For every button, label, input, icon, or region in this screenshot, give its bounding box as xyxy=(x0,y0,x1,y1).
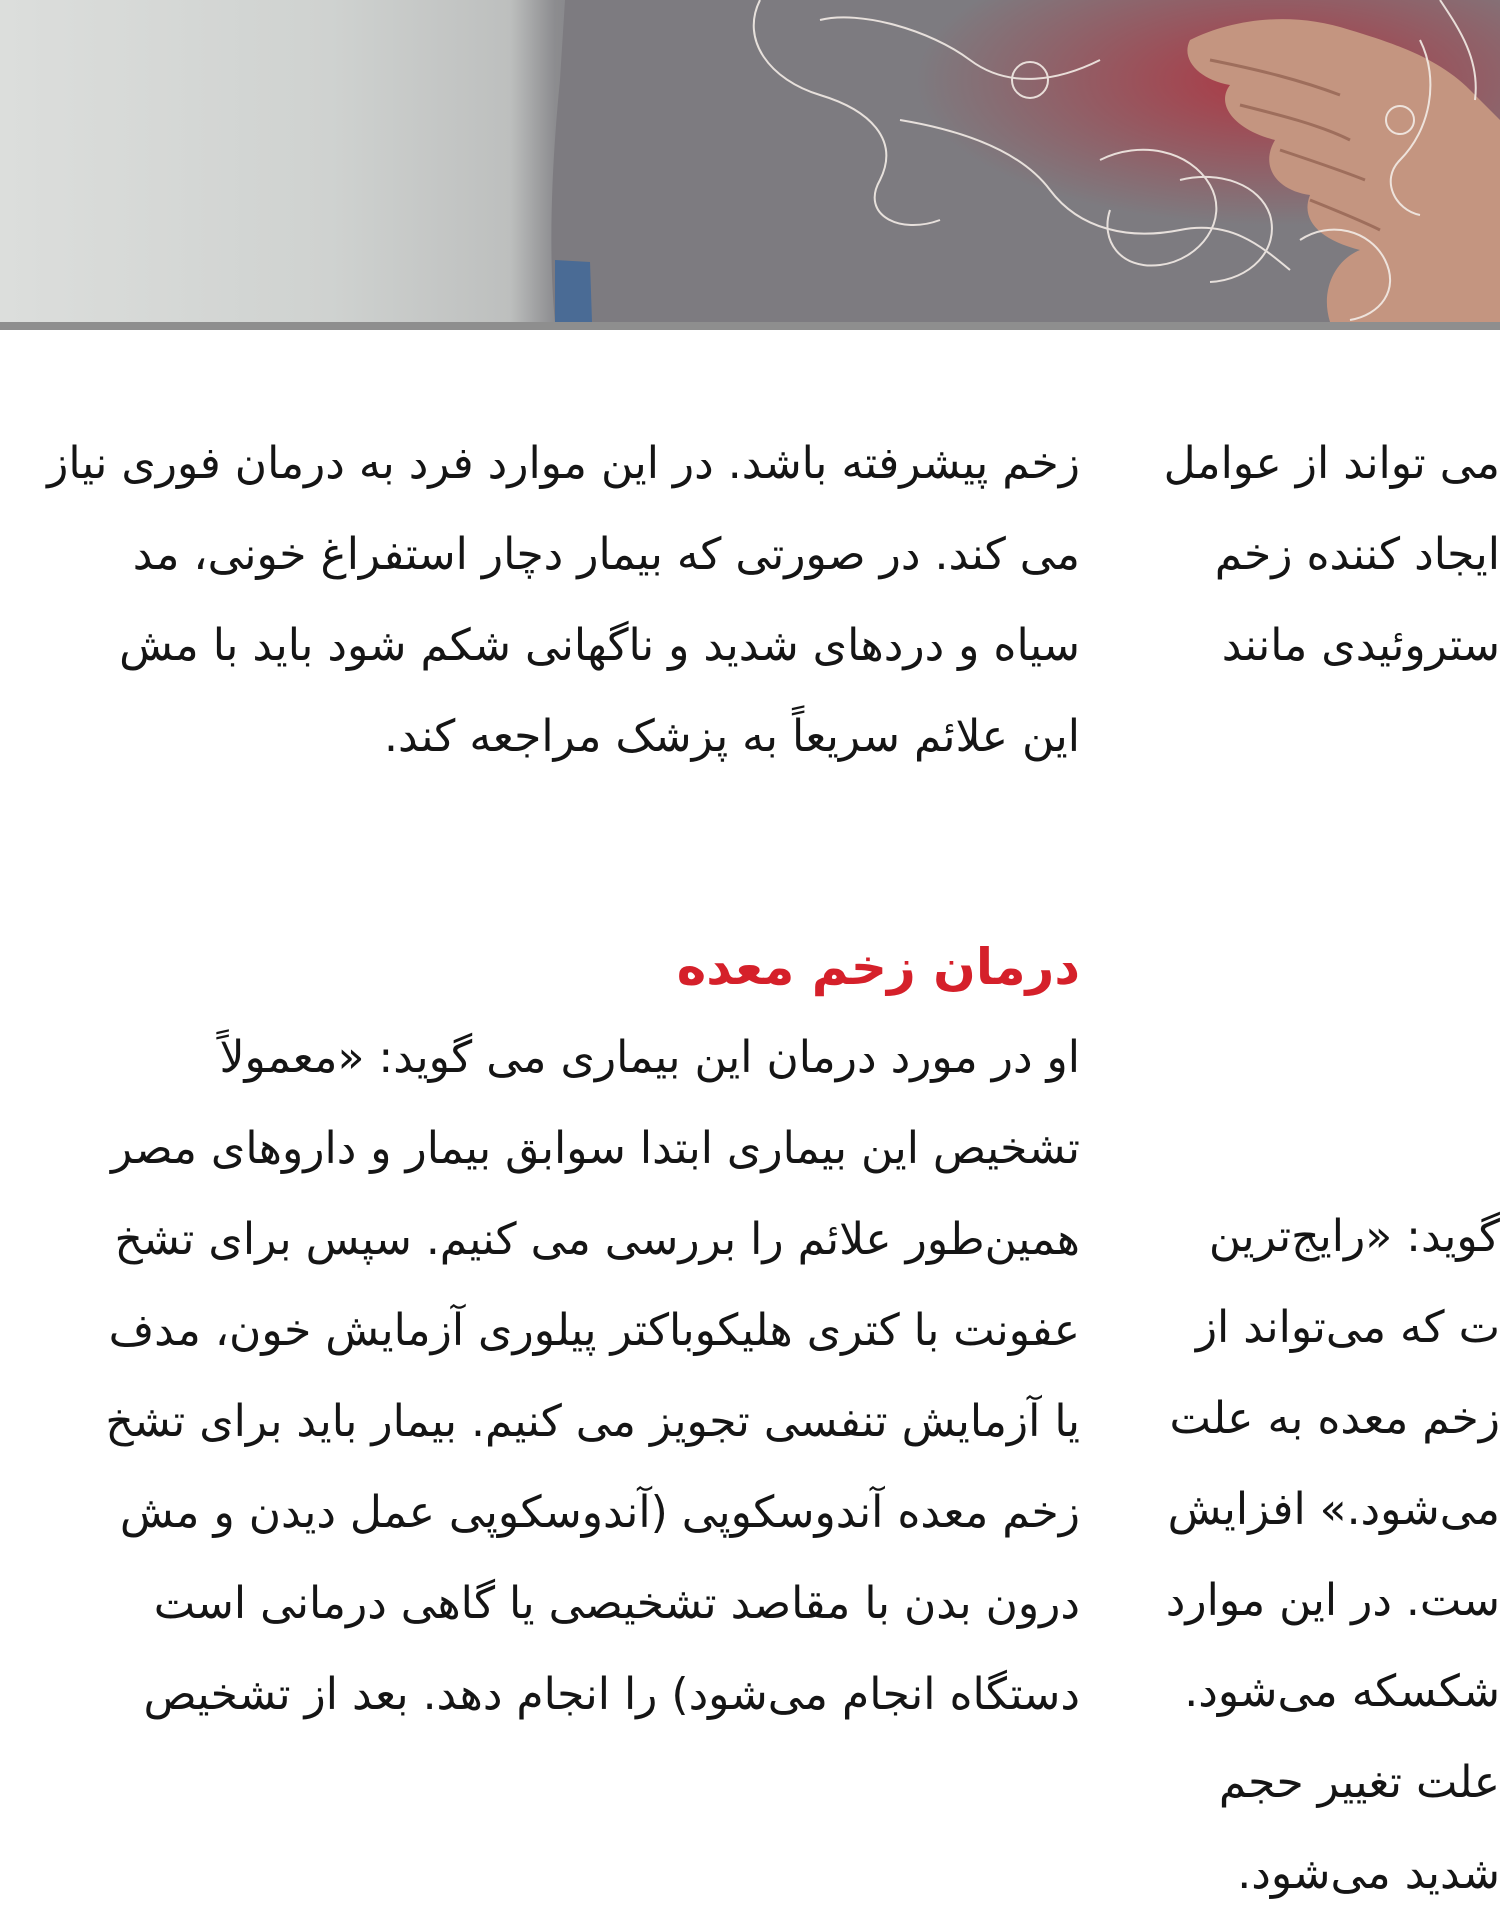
text-line: می‌شود.» افزایش xyxy=(1167,1484,1500,1535)
text-line: عفونت با کتری هلیکوباکتر پیلوری آزمایش خون، مدف xyxy=(108,1305,1080,1356)
right-text-column xyxy=(1163,418,1500,1899)
text-line: ست. در این موارد xyxy=(1165,1575,1500,1626)
text-line: ت که می‌تواند از xyxy=(1195,1302,1500,1353)
paragraph-gap xyxy=(1172,691,1500,1191)
text-line: همین‌طور علائم را بررسی می کنیم. سپس برای تشخ xyxy=(114,1214,1080,1265)
text-line: او در مورد درمان این بیماری می گوید: «معمولاً xyxy=(219,1032,1080,1083)
text-line: می کند. در صورتی که بیمار دچار استفراغ خونی، مد xyxy=(132,529,1080,580)
text-line: زخم معده به علت xyxy=(1169,1393,1500,1444)
text-line: یا آزمایش تنفسی تجویز می کنیم. بیمار باید برای تشخ xyxy=(105,1396,1080,1447)
text-line: شکسکه می‌شود. xyxy=(1184,1666,1500,1717)
stomach-illustration-photo-icon xyxy=(0,0,1500,322)
paragraph-gap xyxy=(0,782,1080,922)
text-line: زخم پیشرفته باشد. در این موارد فرد به درمان فوری نیاز xyxy=(47,438,1080,489)
photo-divider xyxy=(0,322,1500,330)
text-line: علت تغییر حجم xyxy=(1218,1757,1500,1808)
article-photo xyxy=(0,0,1500,322)
main-text-column xyxy=(0,418,1080,1720)
text-line: درون بدن با مقاصد تشخیصی یا گاهی درمانی است xyxy=(153,1578,1080,1629)
section-heading: درمان زخم معده xyxy=(676,938,1080,996)
text-line: شدید می‌شود. xyxy=(1237,1848,1500,1899)
text-line: زخم معده آندوسکوپی (آندوسکوپی عمل دیدن و مش xyxy=(119,1487,1080,1538)
text-line: می تواند از عوامل xyxy=(1163,438,1500,489)
text-line: تشخیص این بیماری ابتدا سوابق بیمار و داروهای مصر xyxy=(110,1123,1080,1174)
text-line: ایجاد کننده زخم xyxy=(1214,529,1500,580)
text-line: گوید: «رایج‌ترین xyxy=(1208,1211,1500,1262)
text-line: این علائم سریعاً به پزشک مراجعه کند. xyxy=(384,711,1080,762)
text-line: ستروئیدی مانند xyxy=(1221,620,1500,671)
text-line: دستگاه انجام می‌شود) را انجام دهد. بعد از تشخیص xyxy=(143,1669,1080,1720)
text-line: سیاه و دردهای شدید و ناگهانی شکم شود باید با مش xyxy=(119,620,1080,671)
